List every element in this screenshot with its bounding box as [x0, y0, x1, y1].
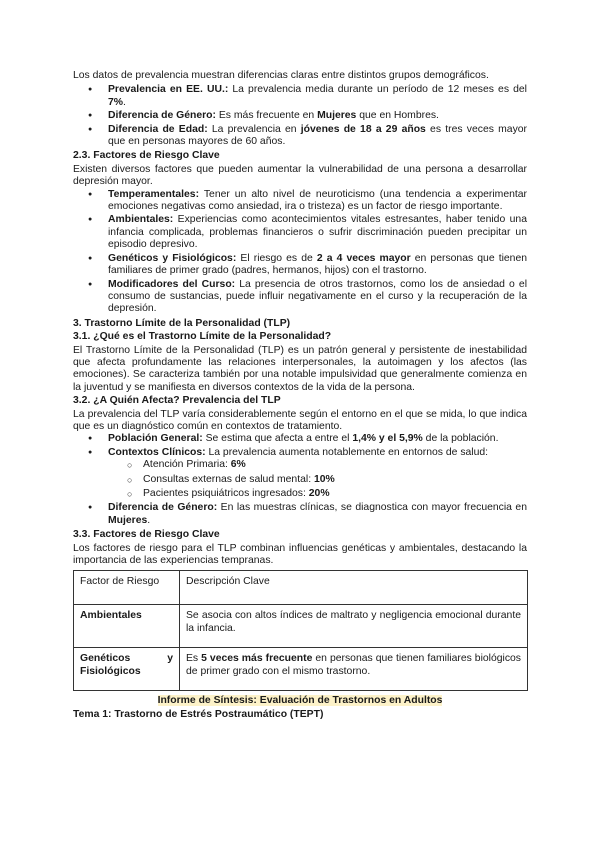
table-row: [74, 648, 528, 691]
section-3-2-intro: La prevalencia del TLP varía considerablemente según el entorno en el que se mida, lo que indica que es un diagnóstico común en contextos de tratamiento.: [73, 408, 527, 432]
list-item: ● Diferencia de Género: Es más frecuente en Mujeres que en Hombres.: [73, 110, 527, 122]
table-cell: Se asocia con altos índices de maltrato y negligencia emocional durante la infancia.: [180, 605, 528, 648]
section-3-1-text: El Trastorno Límite de la Personalidad (TLP) es un patrón general y persistente de inestabilidad que afecta profundamente las relaciones interpersonales, la autoimagen y los afectos (las emociones). Se caracteriza también por una notable impulsividad que generalmente comienza en la juventud y se manifiesta en diversos contextos de la vida de la persona.: [73, 344, 527, 393]
table-row: [74, 605, 528, 648]
prevalence-list: [73, 84, 527, 148]
list-item: ● Prevalencia en EE. UU.: La prevalencia media durante un período de 12 meses es del 7%.: [73, 84, 527, 109]
list-item: ● Población General: Se estima que afecta a entre el 1,4% y el 5,9% de la población.: [73, 433, 527, 445]
list-item: ● Modificadores del Curso: La presencia de otros trastornos, como los de ansiedad o el consumo de sustancias, puede influir negativamente en el curso y la recuperación de la depresión.: [73, 279, 527, 316]
list-item: ● Diferencia de Género: En las muestras clínicas, se diagnostica con mayor frecuencia en Mujeres.: [73, 502, 527, 527]
section-2-3-intro: Existen diversos factores que pueden aumentar la vulnerabilidad de una persona a desarrollar depresión mayor.: [73, 163, 527, 188]
table-header-cell: Factor de Riesgo: [74, 571, 180, 605]
section-heading-3: 3. Trastorno Límite de la Personalidad (TLP): [73, 317, 291, 329]
table-header-row: [74, 571, 528, 605]
section-heading-2-3: 2.3. Factores de Riesgo Clave: [73, 150, 220, 162]
risk-factor-table: [73, 570, 528, 691]
sub-list-item: ○ Consultas externas de salud mental: 10%: [108, 474, 527, 486]
table-header-cell: Descripción Clave: [180, 571, 528, 605]
list-item: ● Genéticos y Fisiológicos: El riesgo es de 2 a 4 veces mayor en personas que tienen familiares de primer grado (padres, hermanos, hijos) con el trastorno.: [73, 253, 527, 278]
list-item: ● Ambientales: Experiencias como acontecimientos vitales estresantes, haber tenido una infancia complicada, problemas financieros o sufrir discriminación pueden precipitar un episodio depresivo.: [73, 214, 527, 251]
risk-factors-list: [73, 189, 527, 316]
table-cell: Genéticos y Fisiológicos: [74, 648, 180, 691]
tlp-prevalence-list: [73, 433, 527, 527]
list-item: ● Temperamentales: Tener un alto nivel de neuroticismo (una tendencia a experimentar emociones negativas como ansiedad, ira o tristeza) es un factor de riesgo importante.: [73, 189, 527, 214]
clinical-sublist: [108, 459, 527, 500]
section-heading-3-1: 3.1. ¿Qué es el Trastorno Límite de la Personalidad?: [73, 331, 332, 343]
list-item: ● Diferencia de Edad: La prevalencia en jóvenes de 18 a 29 años es tres veces mayor que en personas mayores de 60 años.: [73, 124, 527, 149]
report-title: Informe de Síntesis: Evaluación de Trastornos en Adultos: [157, 695, 443, 707]
table-cell: Es 5 veces más frecuente en personas que tienen familiares biológicos de primer grado con el mismo trastorno.: [180, 648, 528, 691]
section-3-3-intro: Los factores de riesgo para el TLP combinan influencias genéticas y ambientales, destacando la importancia de las experiencias tempranas.: [73, 542, 527, 567]
section-heading-3-3: 3.3. Factores de Riesgo Clave: [73, 529, 220, 541]
sub-list-item: ○ Pacientes psiquiátricos ingresados: 20%: [108, 488, 527, 500]
intro-paragraph: Los datos de prevalencia muestran diferencias claras entre distintos grupos demográficos.: [73, 70, 489, 81]
topic-heading: Tema 1: Trastorno de Estrés Postraumático (TEPT): [73, 708, 324, 720]
section-heading-3-2: 3.2. ¿A Quién Afecta? Prevalencia del TLP: [73, 395, 281, 407]
table-cell: Ambientales: [74, 605, 180, 648]
list-item: ● Contextos Clínicos: La prevalencia aumenta notablemente en entornos de salud: ○ Atención Primaria: 6% ○ Consultas externas de salud mental: 10% ○ Pacientes psiquiátricos ingresados: 20%: [73, 447, 527, 501]
sub-list-item: ○ Atención Primaria: 6%: [108, 459, 527, 471]
